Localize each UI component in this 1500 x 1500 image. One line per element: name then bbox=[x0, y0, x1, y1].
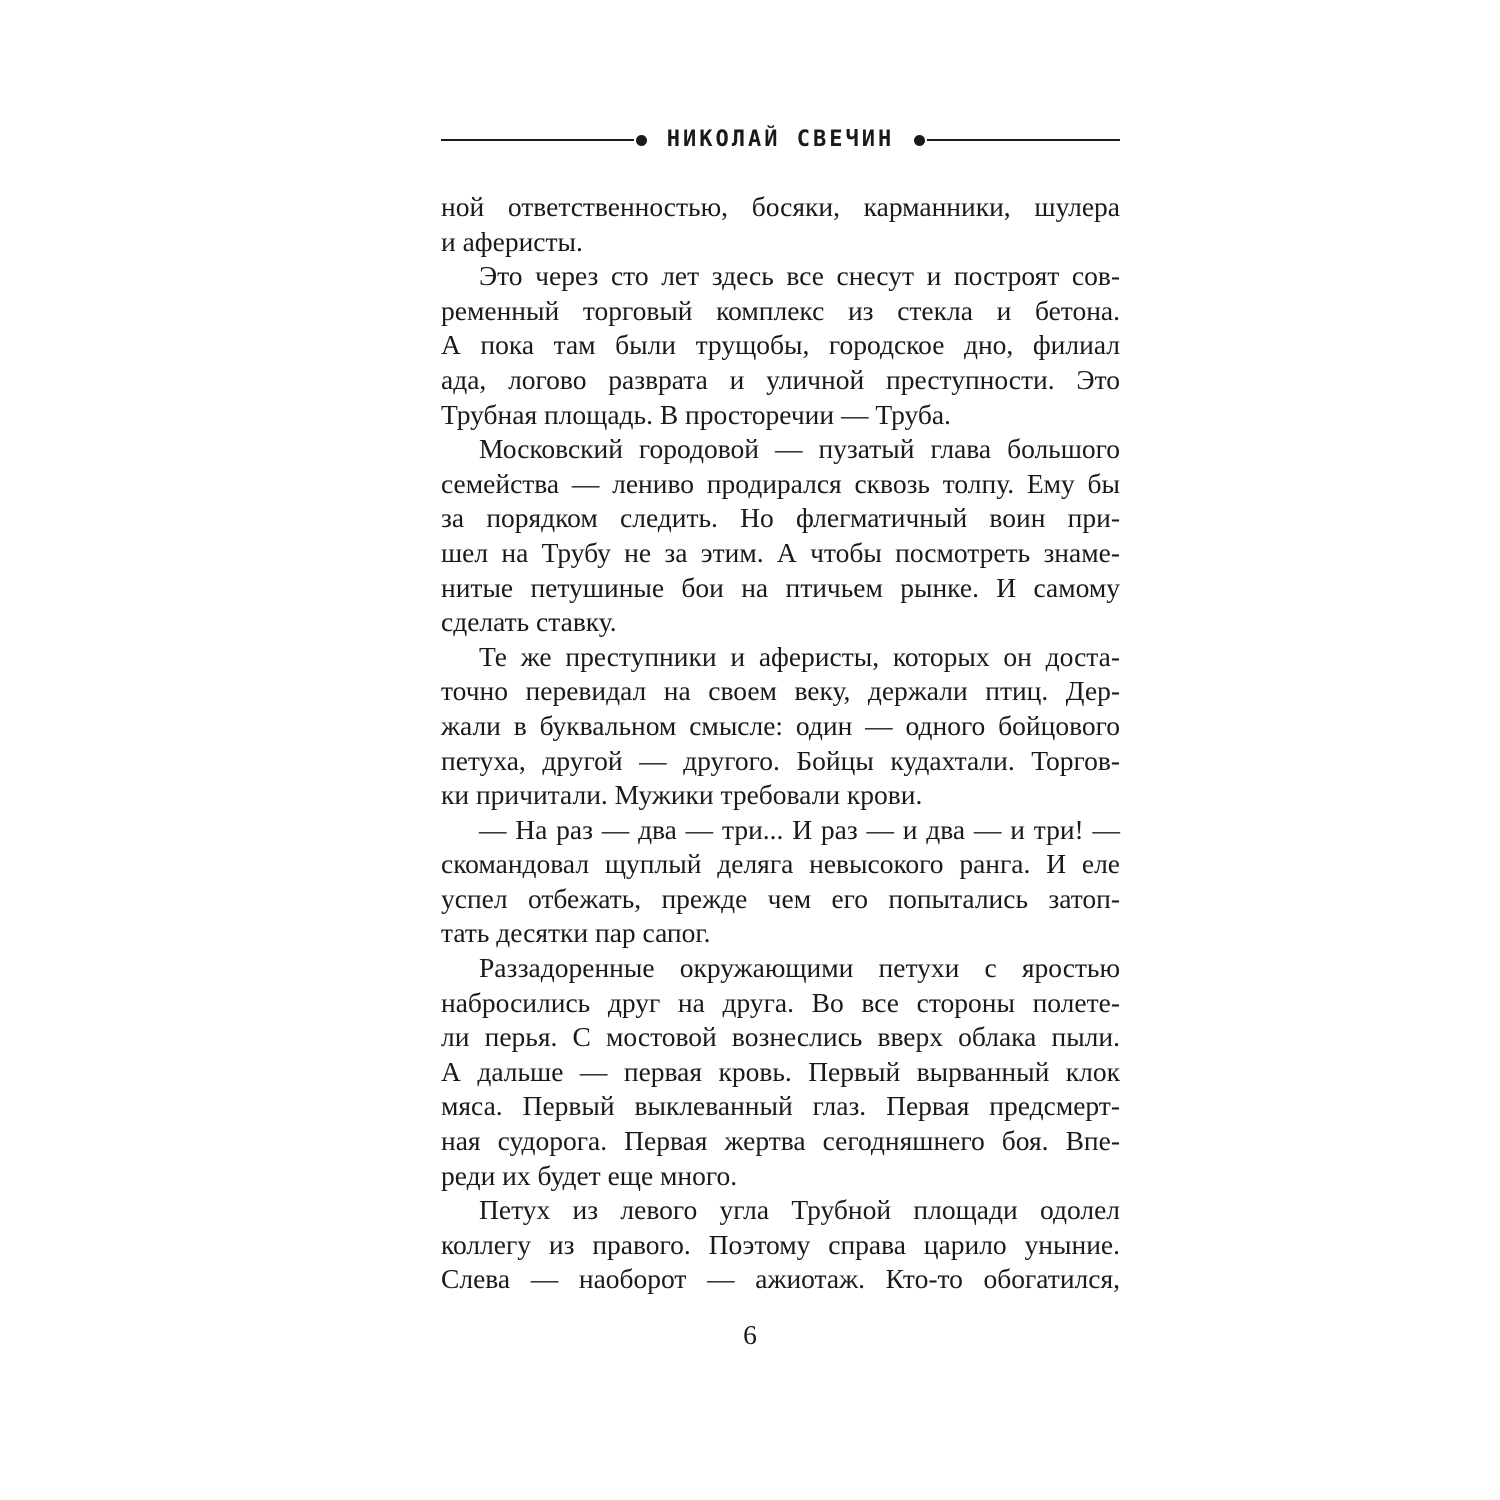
text-line: петуха, другой — другого. Бойцы кудахтали. Торгов- bbox=[441, 744, 1120, 776]
text-line: ли перья. С мостовой вознеслись вверх облака пыли. bbox=[441, 1021, 1120, 1053]
text-line: Раззадоренные окружающими петухи с яростью bbox=[479, 952, 1120, 984]
text-line: скомандовал щуплый деляга невысокого ранга. И еле bbox=[441, 848, 1120, 880]
text-line: точно перевидал на своем веку, держали птиц. Дер- bbox=[441, 675, 1120, 707]
text-line: ременный торговый комплекс из стекла и бетона. bbox=[441, 294, 1120, 326]
text-line: Трубная площадь. В просторечии — Труба. bbox=[441, 398, 951, 430]
text-line: сделать ставку. bbox=[441, 606, 617, 638]
text-line: набросились друг на друга. Во все стороны полете- bbox=[441, 986, 1120, 1018]
text-line: Те же преступники и аферисты, которых он доста- bbox=[479, 640, 1120, 672]
text-line: ной ответственностью, босяки, карманники, шулера bbox=[441, 191, 1120, 222]
text-line: жали в буквальном смысле: один — одного бойцового bbox=[441, 709, 1120, 741]
text-line: Слева — наоборот — ажиотаж. Кто-то обогатился, bbox=[441, 1263, 1120, 1295]
text-line: мяса. Первый выклеванный глаз. Первая предсмерт- bbox=[441, 1090, 1120, 1122]
text-line: ада, логово разврата и уличной преступности. Это bbox=[441, 363, 1120, 395]
text-line: реди их будет еще много. bbox=[441, 1159, 738, 1191]
page-number: 6 bbox=[743, 1319, 757, 1350]
text-line: за порядком следить. Но флегматичный воин при- bbox=[441, 502, 1120, 534]
text-line: и аферисты. bbox=[441, 225, 583, 257]
text-line: нитые петушиные бои на птичьем рынке. И самому bbox=[441, 571, 1120, 603]
header-rule-left bbox=[441, 139, 634, 141]
text-line: успел отбежать, прежде чем его попытались затоп- bbox=[441, 882, 1120, 914]
text-line: А пока там были трущобы, городское дно, филиал bbox=[441, 329, 1120, 361]
text-line: — На раз — два — три... И раз — и два — и три! — bbox=[479, 813, 1120, 845]
text-line: Петух из левого угла Трубной площади одолел bbox=[479, 1194, 1120, 1226]
text-line: Это через сто лет здесь все снесут и построят сов- bbox=[479, 260, 1120, 292]
running-head bbox=[441, 118, 1120, 162]
text-line: ки причитали. Мужики требовали крови. bbox=[441, 779, 923, 811]
text-line: А дальше — первая кровь. Первый вырванный клок bbox=[441, 1055, 1120, 1087]
header-dot-left bbox=[636, 135, 647, 146]
text-line: Московский городовой — пузатый глава большого bbox=[479, 433, 1120, 465]
body-text bbox=[441, 190, 1120, 1297]
text-line: тать десятки пар сапог. bbox=[441, 917, 711, 949]
header-rule-right bbox=[927, 139, 1120, 141]
text-line: ная судорога. Первая жертва сегодняшнего боя. Впе- bbox=[441, 1125, 1120, 1157]
text-line: семейства — лениво продирался сквозь толпу. Ему бы bbox=[441, 467, 1120, 499]
text-line: коллегу из правого. Поэтому справа царило уныние. bbox=[441, 1228, 1120, 1260]
text-line: шел на Трубу не за этим. А чтобы посмотреть знаме- bbox=[441, 536, 1120, 568]
header-dot-right bbox=[914, 135, 925, 146]
author-name: НИКОЛАЙ СВЕЧИН bbox=[666, 127, 895, 152]
